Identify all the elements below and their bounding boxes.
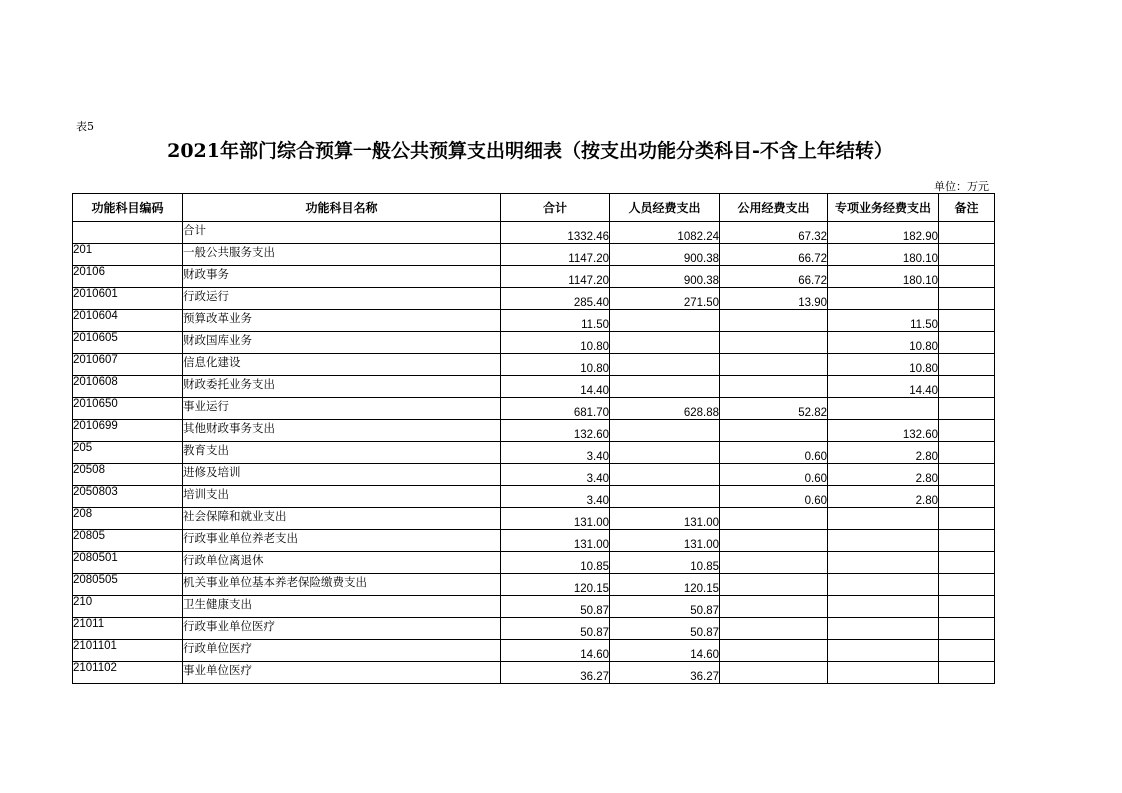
cell-public (720, 310, 828, 332)
table-row (73, 574, 995, 596)
cell-name: 行政运行 (183, 288, 501, 310)
cell-public: 0.60 (720, 442, 828, 464)
cell-total: 10.80 (501, 332, 610, 354)
cell-code: 2080505 (73, 574, 183, 596)
cell-total: 10.85 (501, 552, 610, 574)
cell-code: 20106 (73, 266, 183, 288)
cell-special (828, 288, 939, 310)
cell-note (939, 222, 995, 244)
cell-note (939, 662, 995, 684)
cell-special: 2.80 (828, 486, 939, 508)
cell-personnel: 36.27 (610, 662, 720, 684)
cell-public (720, 662, 828, 684)
cell-public: 0.60 (720, 464, 828, 486)
cell-public: 67.32 (720, 222, 828, 244)
cell-personnel (610, 442, 720, 464)
header-name: 功能科目名称 (183, 194, 501, 222)
cell-public (720, 508, 828, 530)
table-number: 表5 (76, 120, 94, 133)
table-row (73, 376, 995, 398)
cell-note (939, 420, 995, 442)
cell-personnel: 131.00 (610, 530, 720, 552)
cell-name: 事业运行 (183, 398, 501, 420)
unit-label: 单位：万元 (934, 180, 989, 193)
cell-name: 进修及培训 (183, 464, 501, 486)
cell-public (720, 574, 828, 596)
budget-table (72, 193, 995, 684)
cell-personnel: 120.15 (610, 574, 720, 596)
cell-special: 132.60 (828, 420, 939, 442)
cell-note (939, 574, 995, 596)
cell-name: 行政事业单位养老支出 (183, 530, 501, 552)
cell-personnel (610, 332, 720, 354)
cell-special (828, 530, 939, 552)
cell-personnel: 628.88 (610, 398, 720, 420)
table-row (73, 332, 995, 354)
cell-note (939, 244, 995, 266)
cell-code: 2010604 (73, 310, 183, 332)
cell-public (720, 376, 828, 398)
cell-code: 2010699 (73, 420, 183, 442)
cell-public (720, 552, 828, 574)
cell-personnel: 10.85 (610, 552, 720, 574)
cell-special (828, 508, 939, 530)
cell-name: 社会保障和就业支出 (183, 508, 501, 530)
cell-total: 131.00 (501, 530, 610, 552)
cell-total: 681.70 (501, 398, 610, 420)
cell-personnel: 271.50 (610, 288, 720, 310)
cell-name: 行政事业单位医疗 (183, 618, 501, 640)
cell-name: 财政国库业务 (183, 332, 501, 354)
cell-code: 2050803 (73, 486, 183, 508)
header-total: 合计 (501, 194, 610, 222)
cell-total: 14.40 (501, 376, 610, 398)
cell-total: 1332.46 (501, 222, 610, 244)
table-row (73, 640, 995, 662)
table-row (73, 662, 995, 684)
cell-code: 208 (73, 508, 183, 530)
cell-name: 教育支出 (183, 442, 501, 464)
cell-special (828, 662, 939, 684)
cell-total: 132.60 (501, 420, 610, 442)
cell-note (939, 288, 995, 310)
cell-name: 机关事业单位基本养老保险缴费支出 (183, 574, 501, 596)
cell-personnel (610, 420, 720, 442)
cell-special (828, 398, 939, 420)
table-row (73, 244, 995, 266)
cell-code: 2010650 (73, 398, 183, 420)
cell-code (73, 222, 183, 244)
cell-note (939, 552, 995, 574)
cell-public (720, 618, 828, 640)
cell-total: 50.87 (501, 618, 610, 640)
cell-total: 3.40 (501, 442, 610, 464)
cell-personnel (610, 486, 720, 508)
header-code: 功能科目编码 (73, 194, 183, 222)
cell-code: 201 (73, 244, 183, 266)
cell-note (939, 530, 995, 552)
cell-code: 210 (73, 596, 183, 618)
page-title: 2021年部门综合预算一般公共预算支出明细表（按支出功能分类科目-不含上年结转） (167, 140, 893, 162)
cell-name: 信息化建设 (183, 354, 501, 376)
table-row (73, 442, 995, 464)
cell-special (828, 596, 939, 618)
cell-code: 2080501 (73, 552, 183, 574)
cell-total: 285.40 (501, 288, 610, 310)
cell-personnel (610, 354, 720, 376)
cell-public (720, 596, 828, 618)
cell-code: 21011 (73, 618, 183, 640)
cell-name: 其他财政事务支出 (183, 420, 501, 442)
cell-special: 14.40 (828, 376, 939, 398)
cell-total: 1147.20 (501, 266, 610, 288)
cell-personnel: 14.60 (610, 640, 720, 662)
cell-special (828, 640, 939, 662)
cell-name: 一般公共服务支出 (183, 244, 501, 266)
table-header-row (73, 194, 995, 222)
cell-code: 20508 (73, 464, 183, 486)
cell-name: 合计 (183, 222, 501, 244)
cell-note (939, 266, 995, 288)
cell-special (828, 552, 939, 574)
cell-public: 0.60 (720, 486, 828, 508)
cell-note (939, 310, 995, 332)
table-row (73, 486, 995, 508)
cell-public: 66.72 (720, 244, 828, 266)
cell-note (939, 354, 995, 376)
cell-code: 2010608 (73, 376, 183, 398)
table-row (73, 530, 995, 552)
cell-code: 2010601 (73, 288, 183, 310)
cell-special: 2.80 (828, 442, 939, 464)
cell-note (939, 508, 995, 530)
header-special: 专项业务经费支出 (828, 194, 939, 222)
cell-total: 1147.20 (501, 244, 610, 266)
table-row (73, 354, 995, 376)
cell-name: 财政委托业务支出 (183, 376, 501, 398)
cell-note (939, 332, 995, 354)
cell-public (720, 420, 828, 442)
cell-personnel: 50.87 (610, 618, 720, 640)
header-note: 备注 (939, 194, 995, 222)
cell-total: 3.40 (501, 464, 610, 486)
cell-note (939, 596, 995, 618)
table-row (73, 618, 995, 640)
cell-total: 36.27 (501, 662, 610, 684)
cell-public: 66.72 (720, 266, 828, 288)
table-row (73, 398, 995, 420)
cell-total: 3.40 (501, 486, 610, 508)
table-row (73, 266, 995, 288)
cell-name: 培训支出 (183, 486, 501, 508)
cell-total: 131.00 (501, 508, 610, 530)
cell-public (720, 332, 828, 354)
cell-special (828, 618, 939, 640)
cell-name: 预算改革业务 (183, 310, 501, 332)
cell-personnel: 900.38 (610, 244, 720, 266)
table-row (73, 552, 995, 574)
cell-personnel: 131.00 (610, 508, 720, 530)
cell-personnel (610, 464, 720, 486)
cell-special: 11.50 (828, 310, 939, 332)
cell-note (939, 464, 995, 486)
cell-personnel: 50.87 (610, 596, 720, 618)
cell-public (720, 640, 828, 662)
cell-note (939, 376, 995, 398)
cell-public: 52.82 (720, 398, 828, 420)
table-body (73, 222, 995, 684)
cell-total: 50.87 (501, 596, 610, 618)
cell-note (939, 640, 995, 662)
header-public: 公用经费支出 (720, 194, 828, 222)
cell-special: 2.80 (828, 464, 939, 486)
table-row (73, 222, 995, 244)
cell-personnel (610, 310, 720, 332)
cell-note (939, 442, 995, 464)
cell-personnel: 1082.24 (610, 222, 720, 244)
cell-total: 14.60 (501, 640, 610, 662)
cell-code: 20805 (73, 530, 183, 552)
cell-special: 182.90 (828, 222, 939, 244)
cell-special: 180.10 (828, 266, 939, 288)
table-row (73, 420, 995, 442)
cell-name: 财政事务 (183, 266, 501, 288)
table-row (73, 596, 995, 618)
cell-name: 行政单位医疗 (183, 640, 501, 662)
cell-total: 120.15 (501, 574, 610, 596)
table-row (73, 464, 995, 486)
cell-personnel (610, 376, 720, 398)
table-row (73, 310, 995, 332)
cell-name: 行政单位离退休 (183, 552, 501, 574)
cell-code: 2010605 (73, 332, 183, 354)
cell-public: 13.90 (720, 288, 828, 310)
cell-name: 事业单位医疗 (183, 662, 501, 684)
cell-public (720, 354, 828, 376)
cell-code: 205 (73, 442, 183, 464)
cell-total: 10.80 (501, 354, 610, 376)
cell-note (939, 618, 995, 640)
table-row (73, 508, 995, 530)
cell-special: 10.80 (828, 332, 939, 354)
cell-special: 10.80 (828, 354, 939, 376)
cell-name: 卫生健康支出 (183, 596, 501, 618)
cell-note (939, 398, 995, 420)
cell-special (828, 574, 939, 596)
table-row (73, 288, 995, 310)
cell-code: 2010607 (73, 354, 183, 376)
cell-special: 180.10 (828, 244, 939, 266)
cell-code: 2101102 (73, 662, 183, 684)
header-personnel: 人员经费支出 (610, 194, 720, 222)
cell-note (939, 486, 995, 508)
cell-code: 2101101 (73, 640, 183, 662)
cell-personnel: 900.38 (610, 266, 720, 288)
cell-public (720, 530, 828, 552)
cell-total: 11.50 (501, 310, 610, 332)
